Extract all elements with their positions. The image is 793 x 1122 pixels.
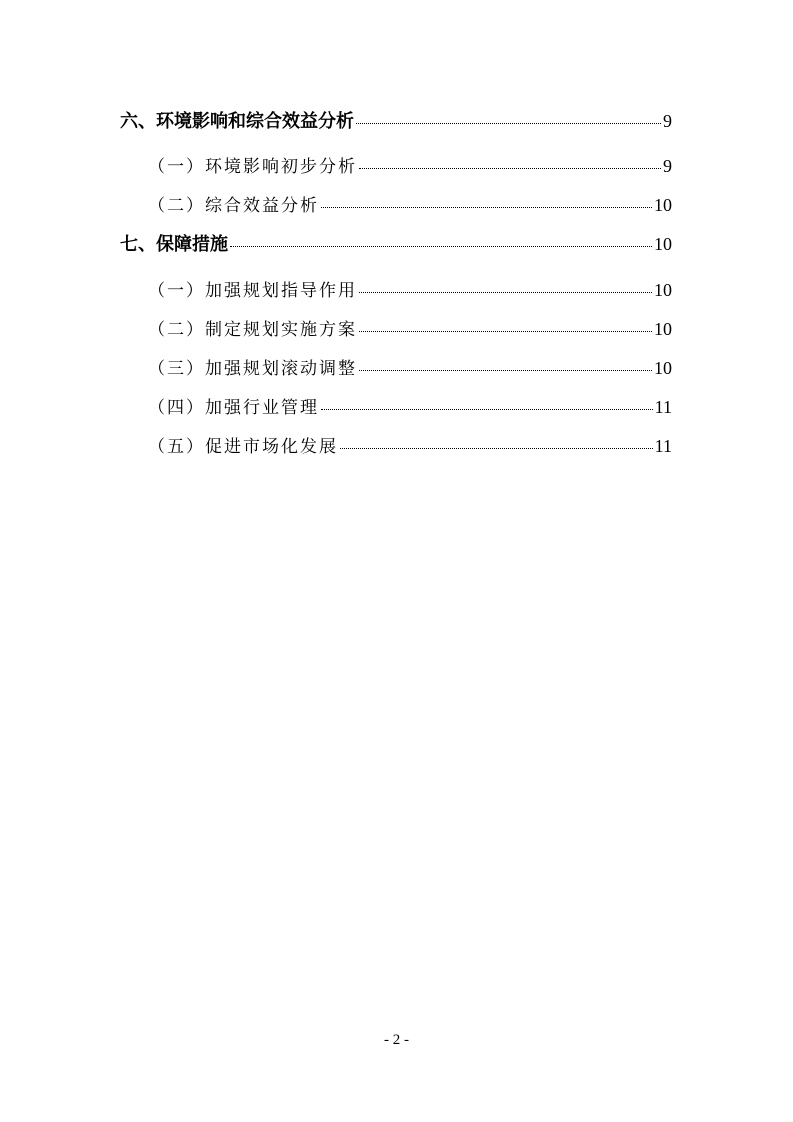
toc-entry-section-7-1[interactable] (148, 277, 672, 303)
toc-entry-page: 10 (654, 234, 672, 254)
toc-entry-label: （二）制定规划实施方案 (148, 320, 357, 340)
toc-entry-section-7-3[interactable] (148, 355, 672, 381)
toc-dot-leader (340, 447, 653, 449)
toc-dot-leader (230, 245, 652, 247)
toc-entry-label: （五）促进市场化发展 (148, 437, 338, 457)
toc-entry-label: （四）加强行业管理 (148, 398, 319, 418)
toc-dot-leader (321, 206, 652, 208)
toc-dot-leader (359, 369, 652, 371)
toc-dot-leader (321, 408, 653, 410)
toc-entry-label: 七、保障措施 (120, 234, 228, 255)
toc-entry-section-6[interactable] (120, 108, 672, 134)
toc-entry-label: （二）综合效益分析 (148, 196, 319, 216)
toc-entry-page: 11 (654, 397, 672, 417)
toc-dot-leader (356, 122, 661, 124)
toc-entry-section-7-2[interactable] (148, 316, 672, 342)
toc-entry-page: 10 (654, 358, 672, 378)
toc-entry-label: （一）环境影响初步分析 (148, 157, 357, 177)
toc-dot-leader (359, 330, 652, 332)
toc-entry-page: 9 (663, 111, 672, 131)
toc-entry-page: 10 (654, 280, 672, 300)
toc-entry-page: 10 (654, 195, 672, 215)
toc-entry-section-6-1[interactable] (148, 153, 672, 179)
toc-entry-label: （三）加强规划滚动调整 (148, 359, 357, 379)
toc-entry-section-7-5[interactable] (148, 433, 672, 459)
toc-entry-page: 10 (654, 319, 672, 339)
toc-dot-leader (359, 167, 661, 169)
toc-entry-page: 9 (663, 156, 672, 176)
toc-entry-label: 六、环境影响和综合效益分析 (120, 111, 354, 132)
toc-entry-section-7[interactable] (120, 231, 672, 257)
page-number: - 2 - (384, 1032, 409, 1048)
toc-entry-section-7-4[interactable] (148, 394, 672, 420)
toc-entry-page: 11 (654, 436, 672, 456)
toc-dot-leader (359, 291, 652, 293)
toc-entry-label: （一）加强规划指导作用 (148, 281, 357, 301)
toc-entry-section-6-2[interactable] (148, 192, 672, 218)
